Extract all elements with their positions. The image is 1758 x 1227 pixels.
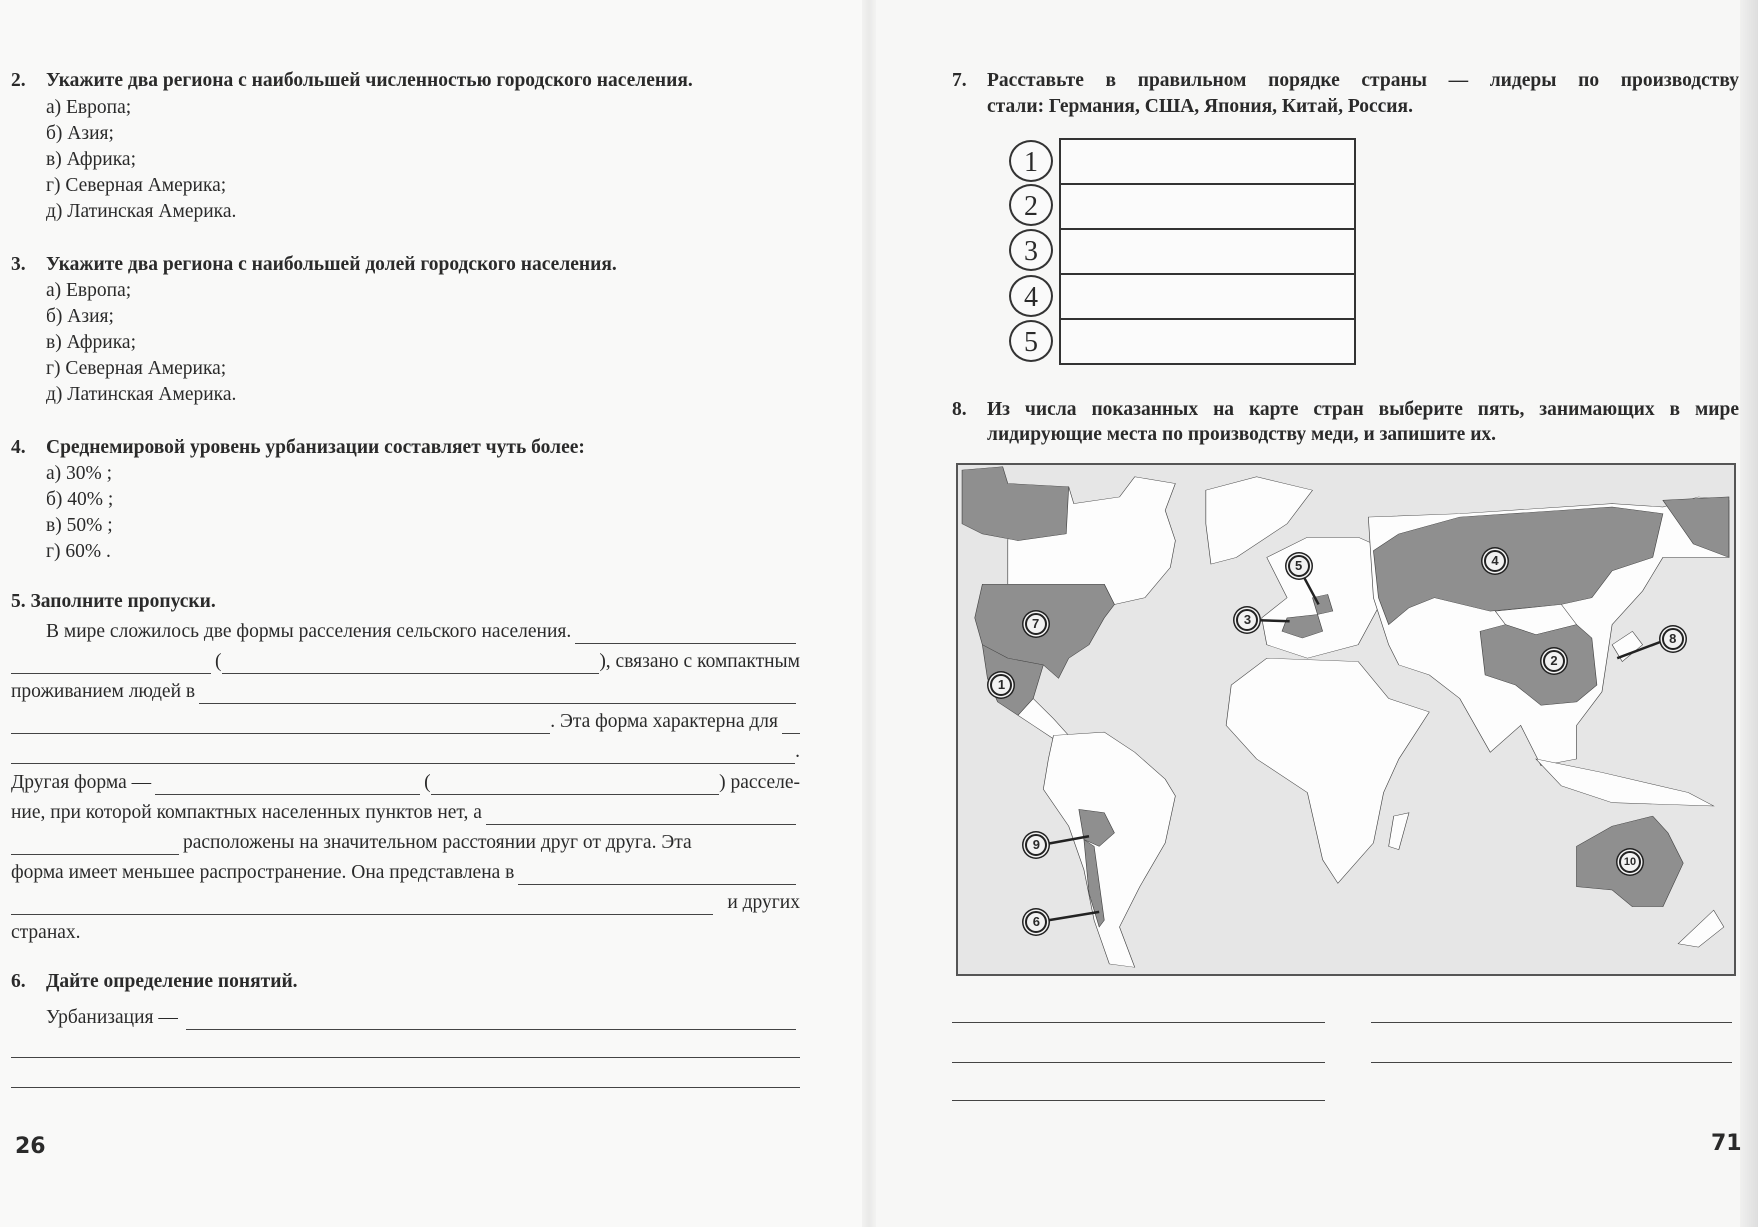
blank-field[interactable] [575, 625, 796, 644]
answer-line[interactable] [11, 1057, 800, 1058]
option: в) Африка; [46, 149, 136, 170]
fill-line-11: странах. [11, 922, 81, 943]
map-marker-2: 2 [1543, 650, 1565, 672]
rank-number-5: 5 [1009, 320, 1053, 362]
fill-line-10 [11, 891, 800, 915]
blank-field[interactable] [11, 655, 211, 674]
text: и других [727, 892, 800, 913]
question-2-title [11, 69, 693, 93]
blank-field[interactable] [11, 745, 795, 764]
text: ) расселе- [719, 772, 800, 793]
blank-field[interactable] [11, 715, 550, 734]
answer-line[interactable] [1371, 1062, 1732, 1063]
rank-cell-2[interactable] [1059, 183, 1356, 230]
map-marker-8: 8 [1662, 628, 1684, 650]
question-4-title [11, 436, 585, 460]
blank-field[interactable] [199, 685, 796, 704]
world-map-svg [958, 465, 1734, 974]
question-number: 2. [11, 70, 26, 91]
question-text: Укажите два региона с наибольшей долей городского населения. [46, 254, 617, 275]
map-marker-10: 10 [1619, 851, 1641, 873]
option: б) Азия; [46, 306, 114, 327]
text: расположены на значительном расстоянии друг от друга. Эта [183, 832, 692, 853]
text: ние, при которой компактных населенных пунктов нет, а [11, 802, 482, 823]
blank-field[interactable] [222, 655, 600, 674]
blank-field[interactable] [486, 806, 796, 825]
fill-line-3 [11, 680, 800, 704]
fill-line-5 [11, 740, 800, 764]
question-text: Дайте определение понятий. [46, 971, 298, 992]
text: В мире сложилось две формы расселения сельского населения. [46, 621, 572, 642]
blank-field[interactable] [11, 896, 713, 915]
rank-number-1: 1 [1009, 140, 1053, 182]
rank-cell-3[interactable] [1059, 228, 1356, 275]
fill-line-7 [11, 801, 800, 825]
map-marker-5: 5 [1288, 555, 1310, 577]
option: в) Африка; [46, 332, 136, 353]
rank-number-2: 2 [1009, 184, 1053, 226]
question-text: Расставьте в правильном порядке страны — лидеры по производству [987, 70, 1739, 91]
blank-field[interactable] [155, 776, 420, 795]
option: г) 60% . [46, 541, 111, 562]
answer-line[interactable] [1371, 1022, 1732, 1023]
page-number: 71 [1711, 1131, 1742, 1156]
option: б) 40% ; [46, 489, 114, 510]
leader-line-6 [1048, 912, 1099, 920]
fill-line-8 [11, 831, 800, 855]
question-5-title: 5. Заполните пропуски. [11, 591, 216, 612]
rank-cell-5[interactable] [1059, 318, 1356, 365]
question-8-title [952, 398, 1739, 422]
answer-line[interactable] [11, 1087, 800, 1088]
land-madagascar [1389, 813, 1409, 850]
page-edge [1740, 0, 1758, 1227]
map-marker-3: 3 [1236, 609, 1258, 631]
map-marker-9: 9 [1025, 834, 1047, 856]
option: г) Северная Америка; [46, 358, 227, 379]
world-map [956, 463, 1736, 976]
question-7-line2: стали: Германия, США, Япония, Китай, Россия. [987, 96, 1413, 117]
land-south-america [1043, 732, 1175, 967]
fill-line-6 [11, 771, 800, 795]
option: в) 50% ; [46, 515, 113, 536]
rank-number-3: 3 [1009, 229, 1053, 271]
question-number: 3. [11, 254, 26, 275]
question-8-line2: лидирующие места по производству меди, и запишите их. [987, 424, 1497, 445]
text: ( [215, 651, 222, 672]
question-text: Укажите два региона с наибольшей численностью городского населения. [46, 70, 693, 91]
text: . Эта форма характерна для [550, 711, 778, 732]
question-6-title [11, 970, 298, 994]
question-text: Среднемировой уровень урбанизации составляет чуть более: [46, 437, 585, 458]
map-marker-6: 6 [1025, 911, 1047, 933]
question-number: 4. [11, 437, 26, 458]
fill-line-2 [11, 650, 800, 674]
fill-line-4 [11, 710, 800, 734]
blank-field[interactable] [186, 1011, 796, 1030]
question-number: 6. [11, 971, 26, 992]
rank-cell-1[interactable] [1059, 138, 1356, 185]
text: форма имеет меньшее распространение. Она представлена в [11, 862, 515, 883]
question-7-title [952, 69, 1739, 93]
rank-number-4: 4 [1009, 275, 1053, 317]
fill-line-1 [46, 620, 800, 644]
question-3-title [11, 253, 617, 277]
text: ), связано с компактным [599, 651, 800, 672]
book-gutter [862, 0, 876, 1227]
rank-cell-4[interactable] [1059, 273, 1356, 320]
term-label: Урбанизация — [46, 1007, 178, 1028]
definition-line [46, 1006, 800, 1030]
page-number: 26 [15, 1134, 46, 1159]
answer-line[interactable] [952, 1062, 1325, 1063]
fill-line-9 [11, 861, 800, 885]
text: ( [424, 772, 431, 793]
country-alaska [962, 467, 1069, 541]
option: г) Северная Америка; [46, 175, 227, 196]
question-number: 8. [952, 399, 967, 420]
option: д) Латинская Америка. [46, 384, 237, 405]
answer-line[interactable] [952, 1022, 1325, 1023]
question-number: 7. [952, 70, 967, 91]
option: д) Латинская Америка. [46, 201, 237, 222]
text: Другая форма — [11, 772, 152, 793]
map-marker-4: 4 [1484, 550, 1506, 572]
question-text: Из числа показанных на карте стран выберите пять, занимающих в мире [987, 399, 1739, 420]
land-new-zealand [1678, 910, 1724, 947]
answer-line[interactable] [952, 1100, 1325, 1101]
text: . [795, 741, 800, 762]
blank-field[interactable] [518, 866, 796, 885]
blank-field[interactable] [11, 836, 179, 855]
map-marker-7: 7 [1025, 613, 1047, 635]
leader-line-3 [1259, 620, 1289, 621]
text: проживанием людей в [11, 681, 196, 702]
land-japan [1612, 631, 1642, 661]
map-marker-1: 1 [990, 674, 1012, 696]
option: а) Европа; [46, 280, 132, 301]
option: б) Азия; [46, 123, 114, 144]
option: а) 30% ; [46, 463, 113, 484]
blank-field[interactable] [431, 776, 720, 795]
land-indonesia [1536, 759, 1714, 806]
option: а) Европа; [46, 97, 132, 118]
blank-field[interactable] [782, 715, 800, 734]
